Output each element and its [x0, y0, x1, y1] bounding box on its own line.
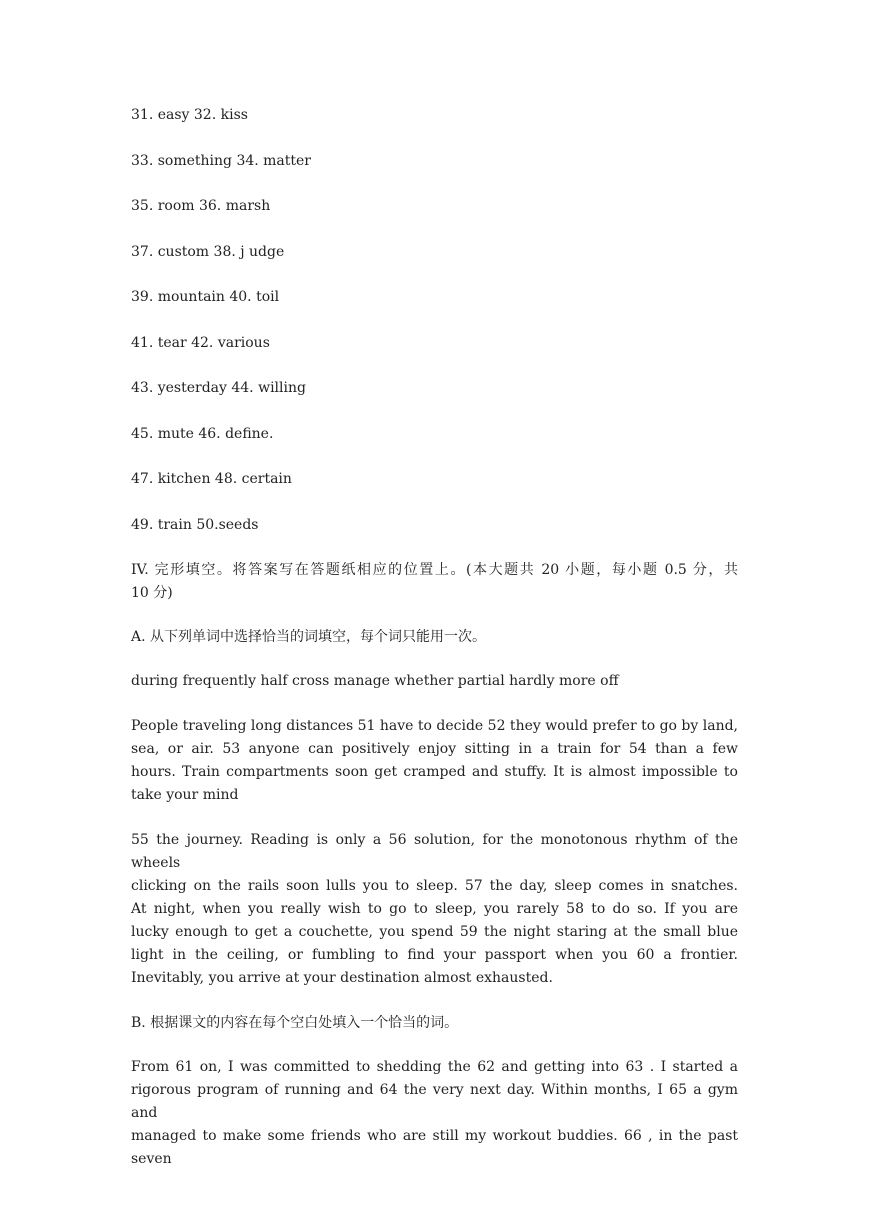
- passage-line: light in the ceiling, or fumbling to find your passport when you 60 a frontier.: [131, 947, 738, 963]
- word-bank: during frequently half cross manage whether partial hardly more off: [131, 673, 619, 689]
- answer-line: 35. room 36. marsh: [131, 198, 271, 214]
- answer-line: 43. yesterday 44. willing: [131, 380, 306, 396]
- part-a-instruction: A. 从下列单词中选择恰当的词填空，每个词只能用一次。: [131, 629, 487, 645]
- passage-paragraph: [131, 1056, 738, 1171]
- passage-line: From 61 on, I was committed to shedding the 62 and getting into 63 . I started a: [131, 1059, 738, 1075]
- section-heading-line: 10 分): [131, 585, 173, 601]
- passage-paragraph: [131, 829, 738, 990]
- passage-paragraph: [131, 715, 738, 807]
- answer-line: 41. tear 42. various: [131, 334, 270, 351]
- answer-line: 47. kitchen 48. certain: [131, 471, 292, 487]
- passage-line: sea, or air. 53 anyone can positively enjoy sitting in a train for 54 than a few: [131, 741, 738, 757]
- passage-line: clicking on the rails soon lulls you to sleep. 57 the day, sleep comes in snatches.: [131, 878, 738, 894]
- answer-line: 37. custom 38. j udge: [131, 243, 285, 260]
- answer-key-list: [131, 104, 738, 536]
- section-heading: [131, 559, 738, 605]
- passage-line: rigorous program of running and 64 the very next day. Within months, I 65 a gym and: [131, 1082, 738, 1121]
- answer-line: 39. mountain 40. toil: [131, 289, 280, 305]
- answer-line: 49. train 50.seeds: [131, 516, 259, 533]
- passage-line: People traveling long distances 51 have to decide 52 they would prefer to go by land,: [131, 718, 739, 734]
- passage-line: At night, when you really wish to go to sleep, you rarely 58 to do so. If you are: [131, 901, 738, 917]
- passage-line: take your mind: [131, 787, 239, 803]
- passage-line: 55 the journey. Reading is only a 56 solution, for the monotonous rhythm of the wheels: [131, 832, 738, 871]
- passage-line: hours. Train compartments soon get cramped and stuffy. It is almost impossible to: [131, 764, 738, 780]
- passage-line: managed to make some friends who are still my workout buddies. 66 , in the past seven: [131, 1128, 738, 1167]
- passage-line: lucky enough to get a couchette, you spend 59 the night staring at the small blue: [131, 924, 738, 940]
- answer-line: 45. mute 46. define.: [131, 425, 274, 442]
- section-heading-line: IV. 完形填空。将答案写在答题纸相应的位置上。(本大题共 20 小题，每小题 0.5 分，共: [131, 562, 738, 578]
- passage-line: Inevitably, you arrive at your destination almost exhausted.: [131, 970, 553, 986]
- part-b-instruction: B. 根据课文的内容在每个空白处填入一个恰当的词。: [131, 1015, 459, 1031]
- answer-line: 31. easy 32. kiss: [131, 107, 248, 123]
- document-content: [131, 104, 738, 1193]
- answer-line: 33. something 34. matter: [131, 152, 312, 169]
